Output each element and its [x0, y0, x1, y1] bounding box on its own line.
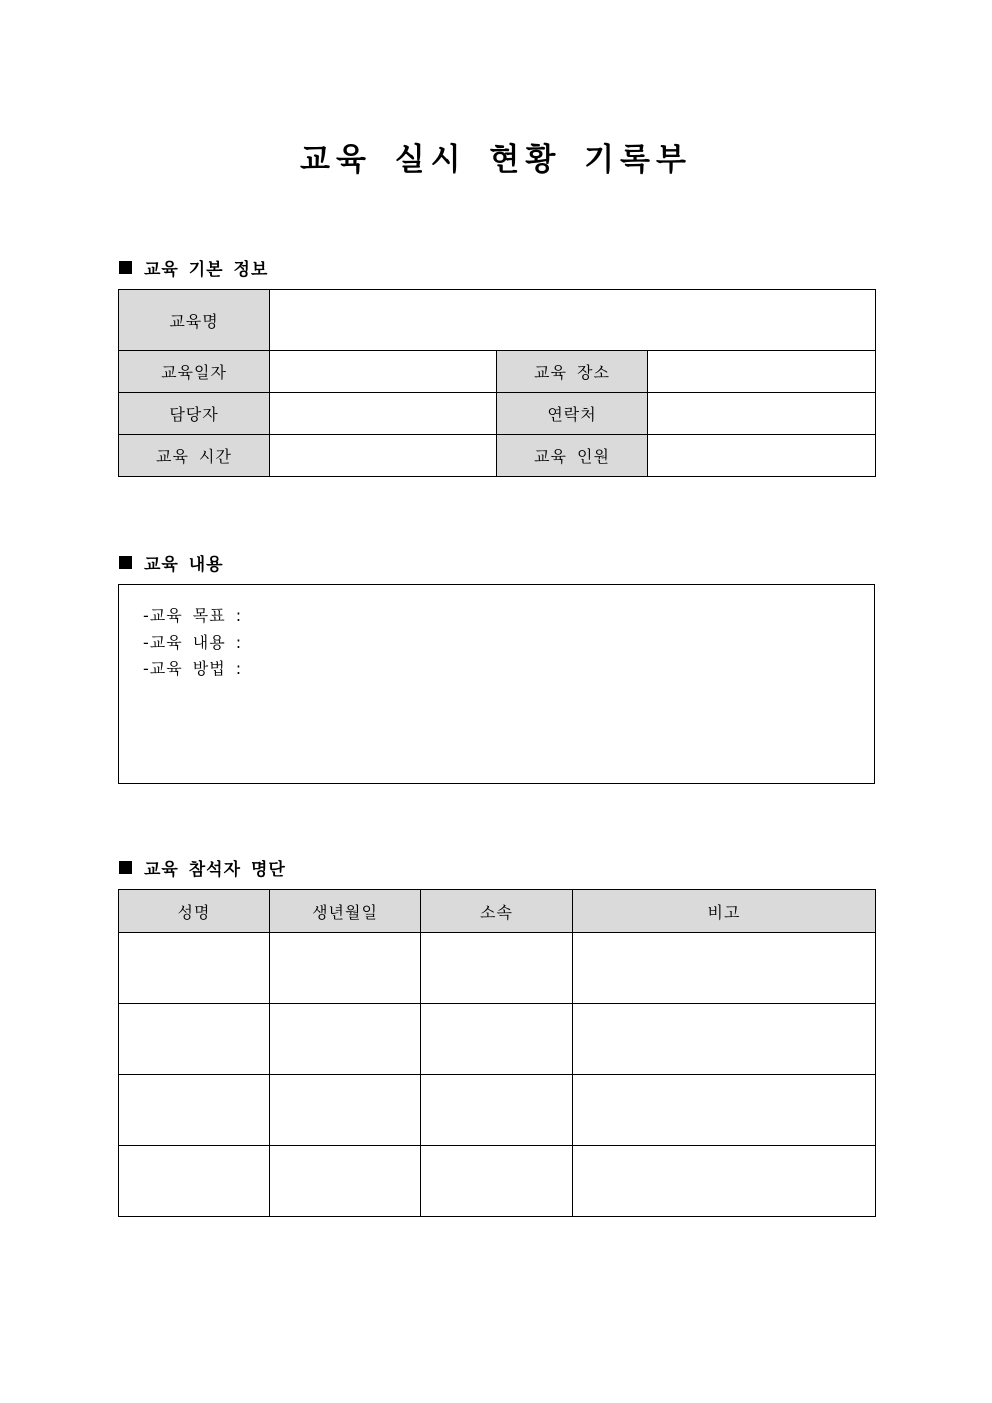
- attendee-name-cell[interactable]: [119, 933, 270, 1004]
- education-name-field[interactable]: [270, 290, 876, 351]
- attendee-birthdate-cell[interactable]: [270, 933, 421, 1004]
- attendee-birthdate-cell[interactable]: [270, 1004, 421, 1075]
- attendee-name-cell[interactable]: [119, 1146, 270, 1217]
- label-contact: 연락처: [497, 393, 648, 435]
- attendee-affiliation-cell[interactable]: [421, 933, 573, 1004]
- label-education-name: 교육명: [119, 290, 270, 351]
- table-header-row: [119, 890, 876, 933]
- table-row: [119, 1146, 876, 1217]
- section-heading-attendees: [119, 855, 286, 880]
- column-header-remarks: 비고: [573, 890, 876, 933]
- content-line-goal: -교육 목표 :: [143, 606, 243, 625]
- attendee-affiliation-cell[interactable]: [421, 1075, 573, 1146]
- education-place-field[interactable]: [648, 351, 876, 393]
- manager-field[interactable]: [270, 393, 497, 435]
- attendees-table: [118, 889, 876, 1217]
- content-lines: [143, 603, 874, 683]
- square-bullet-icon: [119, 861, 132, 874]
- label-manager: 담당자: [119, 393, 270, 435]
- attendee-remarks-cell[interactable]: [573, 1075, 876, 1146]
- table-row: [119, 1004, 876, 1075]
- section-heading-content: [119, 550, 224, 575]
- attendee-affiliation-cell[interactable]: [421, 1146, 573, 1217]
- label-education-place: 교육 장소: [497, 351, 648, 393]
- column-header-name: 성명: [119, 890, 270, 933]
- attendee-name-cell[interactable]: [119, 1075, 270, 1146]
- label-education-time: 교육 시간: [119, 435, 270, 477]
- education-date-field[interactable]: [270, 351, 497, 393]
- table-row: [119, 435, 876, 477]
- page-title: 교육 실시 현황 기록부: [300, 142, 692, 178]
- education-time-field[interactable]: [270, 435, 497, 477]
- section-heading-label: 교육 내용: [144, 555, 224, 575]
- section-heading-basic-info: [119, 255, 268, 280]
- section-heading-label: 교육 기본 정보: [144, 260, 269, 280]
- table-row: [119, 351, 876, 393]
- attendee-remarks-cell[interactable]: [573, 933, 876, 1004]
- column-header-birthdate: 생년월일: [270, 890, 421, 933]
- content-box[interactable]: [118, 584, 875, 784]
- content-line-content: -교육 내용 :: [143, 632, 243, 652]
- attendee-birthdate-cell[interactable]: [270, 1146, 421, 1217]
- label-education-date: 교육일자: [119, 351, 270, 393]
- square-bullet-icon: [119, 261, 132, 274]
- attendee-birthdate-cell[interactable]: [270, 1075, 421, 1146]
- square-bullet-icon: [119, 556, 132, 569]
- attendee-remarks-cell[interactable]: [573, 1146, 876, 1217]
- attendee-affiliation-cell[interactable]: [421, 1004, 573, 1075]
- section-heading-label: 교육 참석자 명단: [144, 860, 286, 880]
- table-row: [119, 393, 876, 435]
- basic-info-table: [118, 289, 876, 477]
- contact-field[interactable]: [648, 393, 876, 435]
- table-row: [119, 1075, 876, 1146]
- attendee-remarks-cell[interactable]: [573, 1004, 876, 1075]
- table-row: [119, 933, 876, 1004]
- headcount-field[interactable]: [648, 435, 876, 477]
- column-header-affiliation: 소속: [421, 890, 573, 933]
- label-headcount: 교육 인원: [497, 435, 648, 477]
- content-line-method: -교육 방법 :: [143, 659, 243, 678]
- table-row: [119, 290, 876, 351]
- attendee-name-cell[interactable]: [119, 1004, 270, 1075]
